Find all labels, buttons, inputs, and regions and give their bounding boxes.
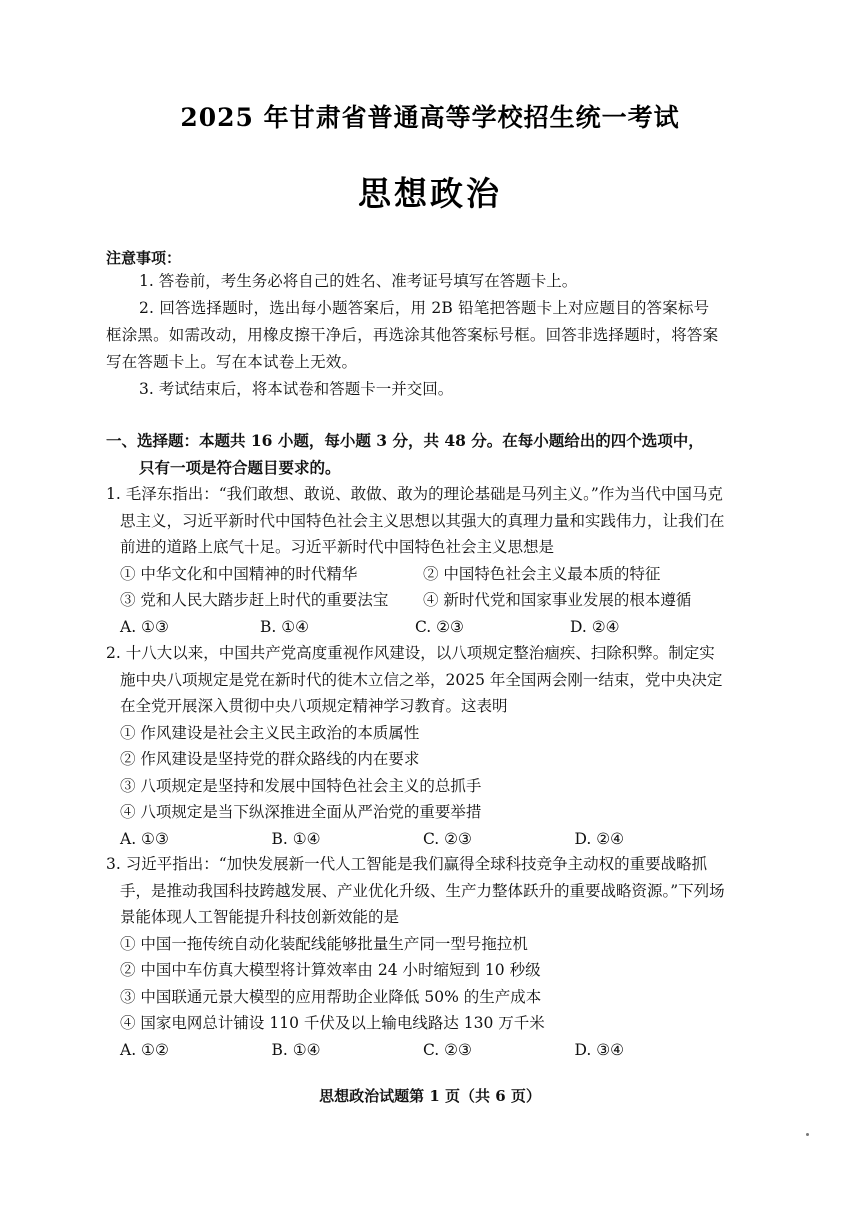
option: ① 中国一拖传统自动化装配线能够批量生产同一型号拖拉机	[120, 934, 528, 953]
choice-a: A. ①②	[120, 1040, 169, 1059]
option: ② 中国中车仿真大模型将计算效率由 24 小时缩短到 10 秒级	[120, 961, 541, 979]
section-heading-line-1: 一、选择题：本题共 16 小题，每小题 3 分，共 48 分。在每小题给出的四个选项中，	[106, 431, 704, 450]
option: ④ 八项规定是当下纵深推进全面从严治党的重要举措	[120, 803, 482, 821]
question-stem: 1. 毛泽东指出：“我们敢想、敢说、敢做、敢为的理论基础是马列主义。”作为当代中国马克思主义，习近平新时代中国特色社会主义思想以其强大的真理力量和实践伟力，让我们在前进的道路上底气十足。习近平新时代中国特色社会主义思想是	[106, 485, 725, 556]
choice-b: B. ①④	[271, 1040, 321, 1059]
option: ① 作风建设是社会主义民主政治的本质属性	[120, 723, 420, 742]
option: ① 中华文化和中国精神的时代精华	[120, 564, 358, 583]
exam-title: 2025 年甘肃省普通高等学校招生统一考试	[180, 103, 680, 132]
subject-title: 思想政治	[358, 174, 502, 213]
choice-a: A. ①③	[120, 829, 169, 848]
scan-speck	[806, 1133, 809, 1136]
choice-a: A. ①③	[120, 617, 169, 636]
option: ④ 新时代党和国家事业发展的根本遵循	[423, 591, 692, 609]
notice-item-2: 2. 回答选择题时，选出每小题答案后，用 2B 铅笔把答题卡上对应题目的答案标号框涂黑。如需改动，用橡皮擦干净后，再选涂其他答案标号框。回答非选择题时，将答案写在答题卡上。写在本试卷上无效。	[106, 299, 719, 371]
choice-d: D. ③④	[574, 1040, 625, 1059]
answer-choices	[106, 826, 726, 853]
section-heading	[106, 427, 726, 481]
option: ② 作风建设是坚持党的群众路线的内在要求	[120, 750, 420, 768]
question-1-more-choices	[260, 614, 710, 641]
option: ③ 党和人民大踏步赶上时代的重要法宝	[120, 591, 389, 609]
choice-b: B. ①④	[271, 829, 321, 848]
option: ③ 八项规定是坚持和发展中国特色社会主义的总抓手	[120, 776, 482, 795]
option-row	[106, 587, 726, 614]
option: ② 中国特色社会主义最本质的特征	[423, 564, 661, 583]
option: ④ 国家电网总计铺设 110 千伏及以上输电线路达 130 万千米	[120, 1014, 545, 1032]
answer-choices	[106, 1037, 726, 1064]
choice-b: B. ①④	[260, 618, 310, 636]
question-2	[106, 640, 726, 852]
notice-heading: 注意事项：	[106, 249, 182, 267]
choice-c: C. ②③	[415, 618, 464, 636]
option-row	[106, 561, 726, 588]
question-stem: 3. 习近平指出：“加快发展新一代人工智能是我们赢得全球科技竞争主动权的重要战略抓手，是推动我国科技跨越发展、产业优化升级、生产力整体跃升的重要战略资源。”下列场景能体现人工智能提升科技创新效能的是	[106, 855, 725, 926]
notice-item-3: 3. 考试结束后，将本试卷和答题卡一并交回。	[139, 380, 454, 398]
option: ③ 中国联通元景大模型的应用帮助企业降低 50% 的生产成本	[120, 987, 542, 1006]
notice-item-1: 1. 答卷前，考生务必将自己的姓名、准考证号填写在答题卡上。	[139, 272, 578, 290]
choice-d: D. ②④	[574, 829, 625, 848]
page-footer: 思想政治试题第 1 页（共 6 页）	[319, 1087, 541, 1105]
question-stem: 2. 十八大以来，中国共产党高度重视作风建设，以八项规定整治痼疾、扫除积弊。制定实施中央八项规定是党在新时代的徙木立信之举，2025 年全国两会刚一结束，党中央决定在全党开展深入贯彻中央八项规定精神学习教育。这表明	[106, 644, 723, 715]
choice-d: D. ②④	[570, 618, 620, 636]
choice-c: C. ②③	[423, 829, 472, 848]
section-heading-line-2: 只有一项是符合题目要求的。	[139, 458, 341, 477]
choice-c: C. ②③	[423, 1040, 472, 1059]
question-3	[106, 851, 726, 1063]
